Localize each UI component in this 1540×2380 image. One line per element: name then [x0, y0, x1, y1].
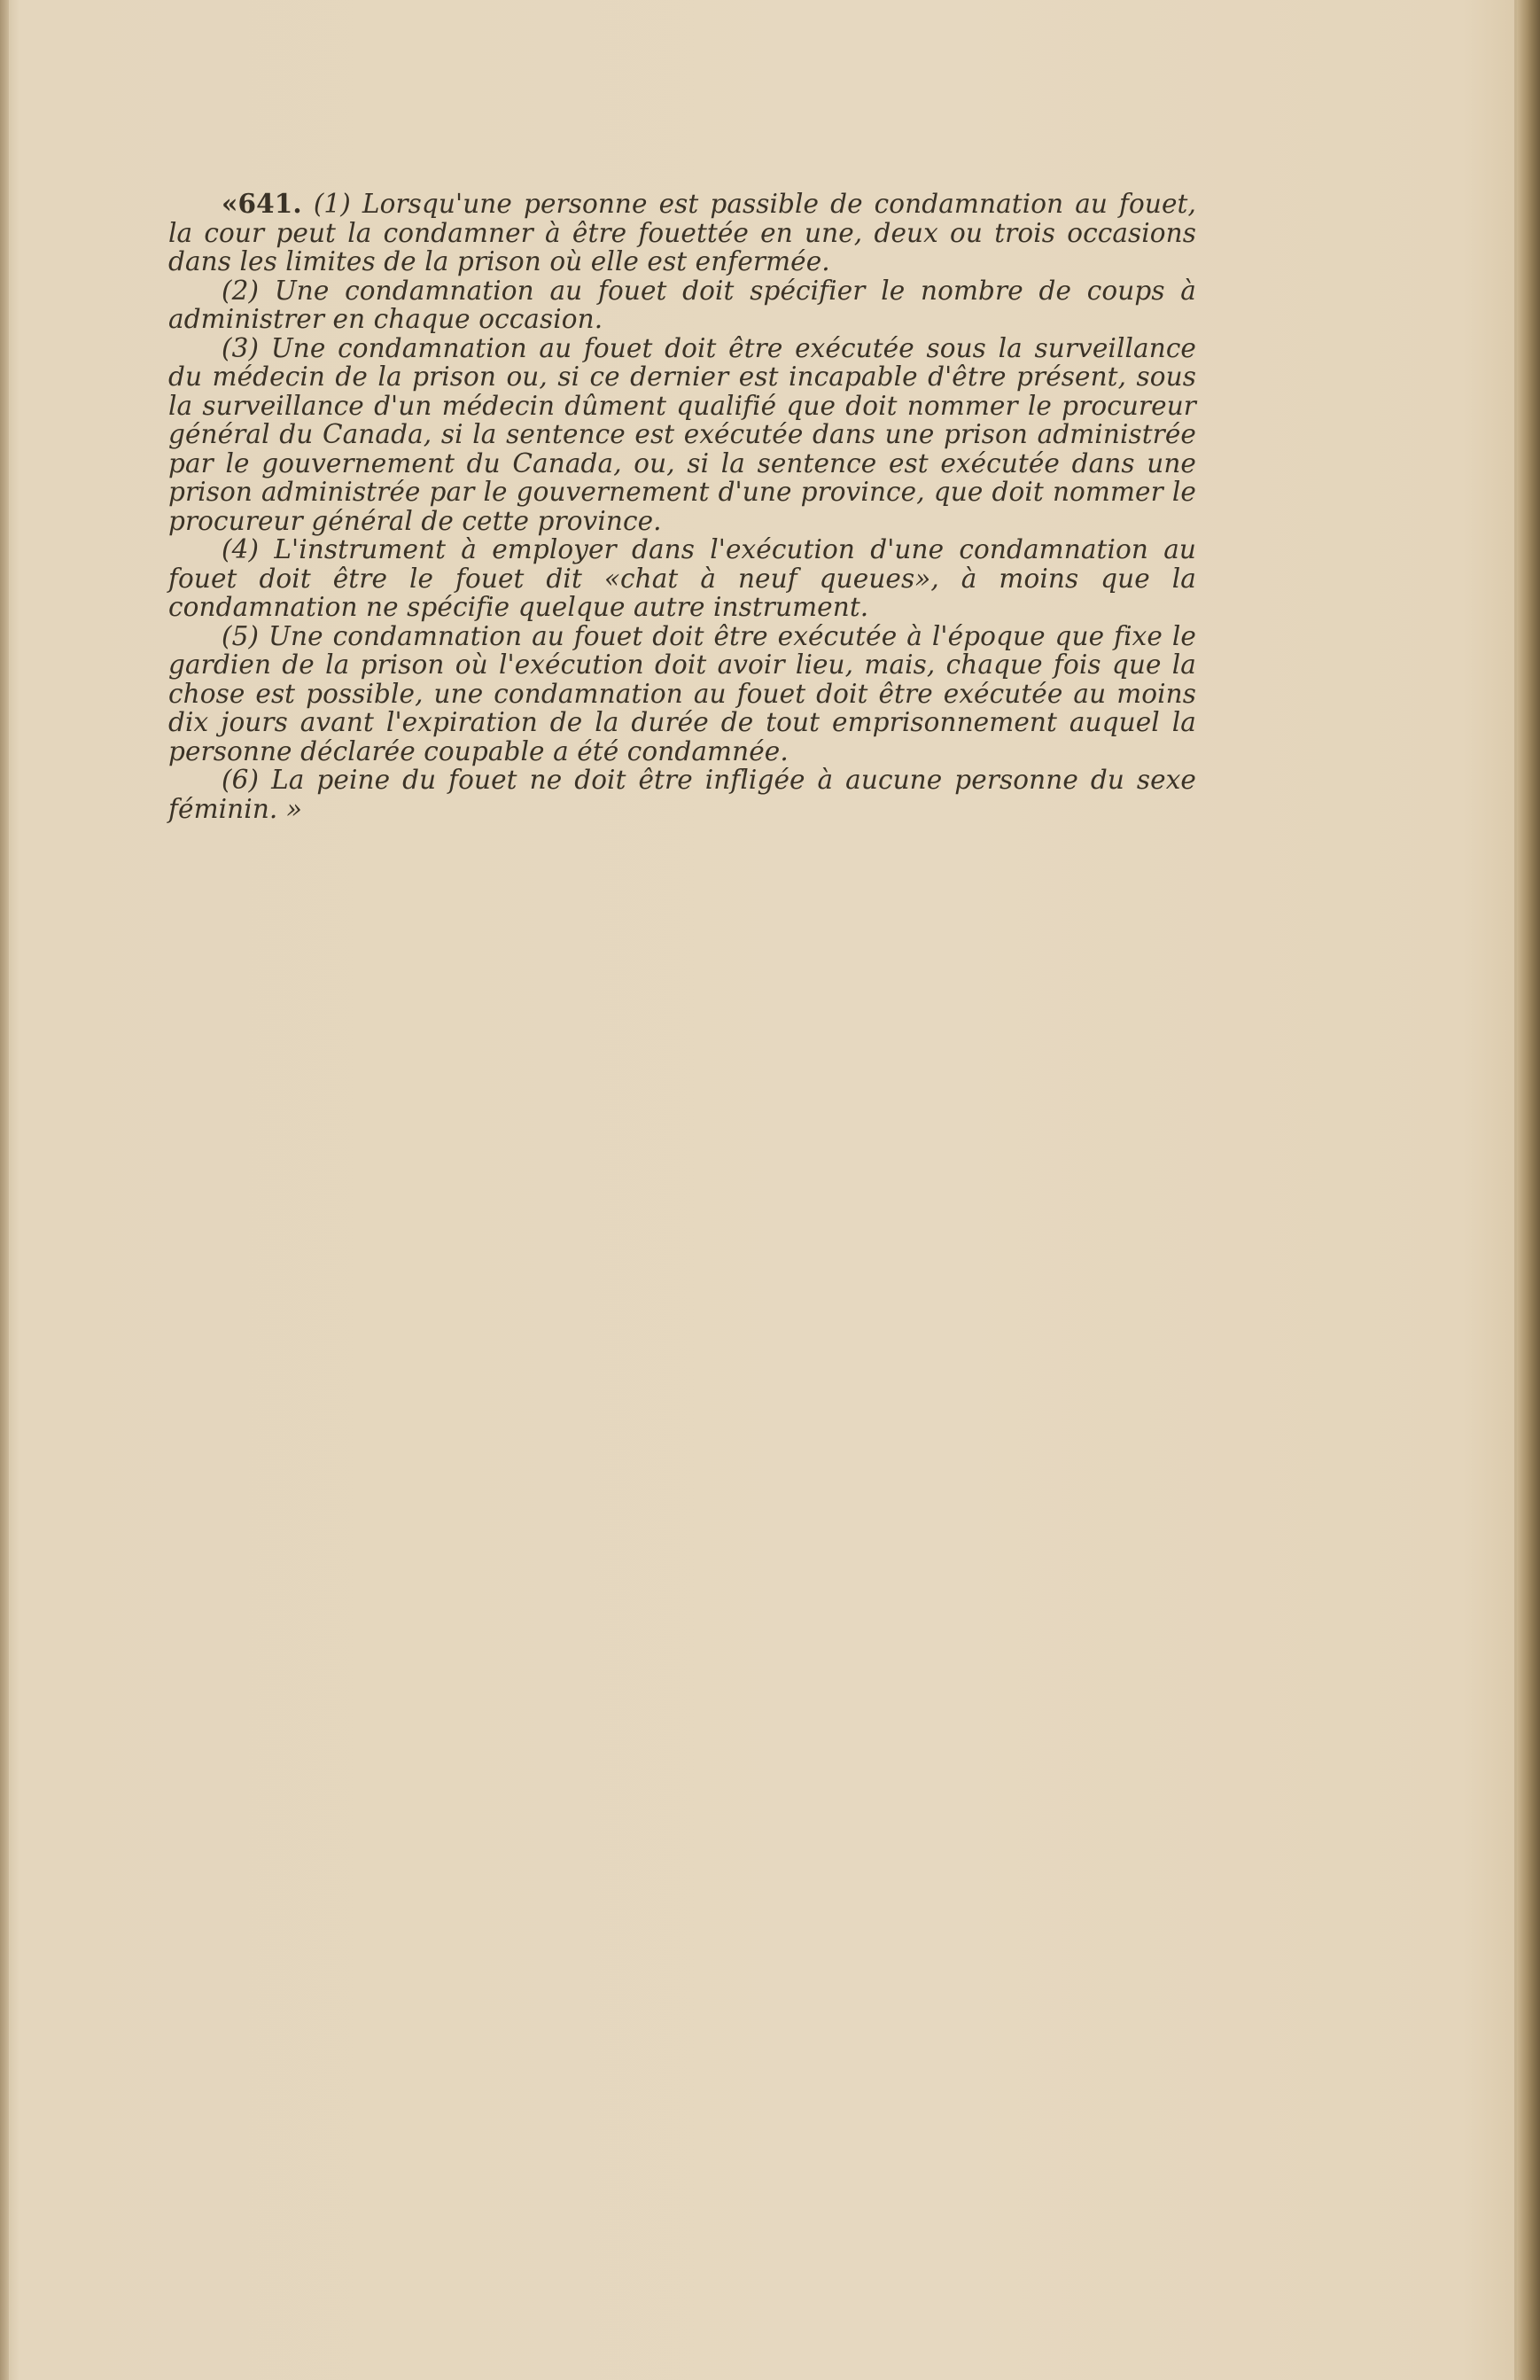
section-paragraph-4	[168, 535, 1196, 622]
subsection-marker: (1)	[313, 189, 351, 219]
subsection-marker: (4)	[222, 534, 260, 564]
paragraph-text: L'instrument à employer dans l'exécution d'une condamnation au fouet doit être le fouet dit «chat à neuf queues», à moins que la condamnation ne spécifie quelque autre instrument.	[168, 534, 1197, 622]
section-paragraph-5	[168, 622, 1196, 766]
page-left-edge	[0, 0, 9, 2380]
subsection-marker: (5)	[222, 620, 260, 651]
paragraph-text: Une condamnation au fouet doit être exécutée à l'époque que fixe le gardien de la prison où l'exécution doit avoir lieu, mais, chaque fois que la chose est possible, une condamnation au fouet doit être exécutée au moins dix jours avant l'expiration de la durée de tout emprisonnement auquel la personne déclarée coupable a été condamnée.	[168, 620, 1196, 766]
subsection-marker: (3)	[222, 332, 260, 363]
subsection-marker: (2)	[222, 275, 260, 306]
paragraph-text: Lorsqu'une personne est passible de condamnation au fouet, la cour peut la condamner à être fouettée en une, deux ou trois occasions dans les limites de la prison où elle est enfermée.	[168, 189, 1196, 276]
section-paragraph-2	[168, 276, 1196, 334]
paragraph-text: Une condamnation au fouet doit être exécutée sous la surveillance du médecin de la prison ou, si ce dernier est incapable d'être présent, sous la surveillance d'un médecin dûment qualifié que doit nommer le procureur général du Canada, si la sentence est exécutée dans une prison administrée par le gouvernement du Canada, ou, si la sentence est exécutée dans une prison administrée par le gouvernement d'une province, que doit nommer le procureur général de cette province.	[168, 332, 1196, 536]
paragraph-text: Une condamnation au fouet doit spécifier le nombre de coups à administrer en chaque occasion.	[168, 275, 1196, 334]
section-number: «641.	[222, 188, 302, 219]
paragraph-text: La peine du fouet ne doit être infligée à aucune personne du sexe féminin. »	[168, 765, 1196, 824]
subsection-marker: (6)	[222, 765, 260, 795]
section-paragraph-1	[168, 190, 1196, 276]
binding-fold	[1517, 0, 1540, 2380]
section-paragraph-6	[168, 766, 1196, 823]
section-paragraph-3	[168, 334, 1196, 536]
statute-text	[168, 190, 1196, 823]
